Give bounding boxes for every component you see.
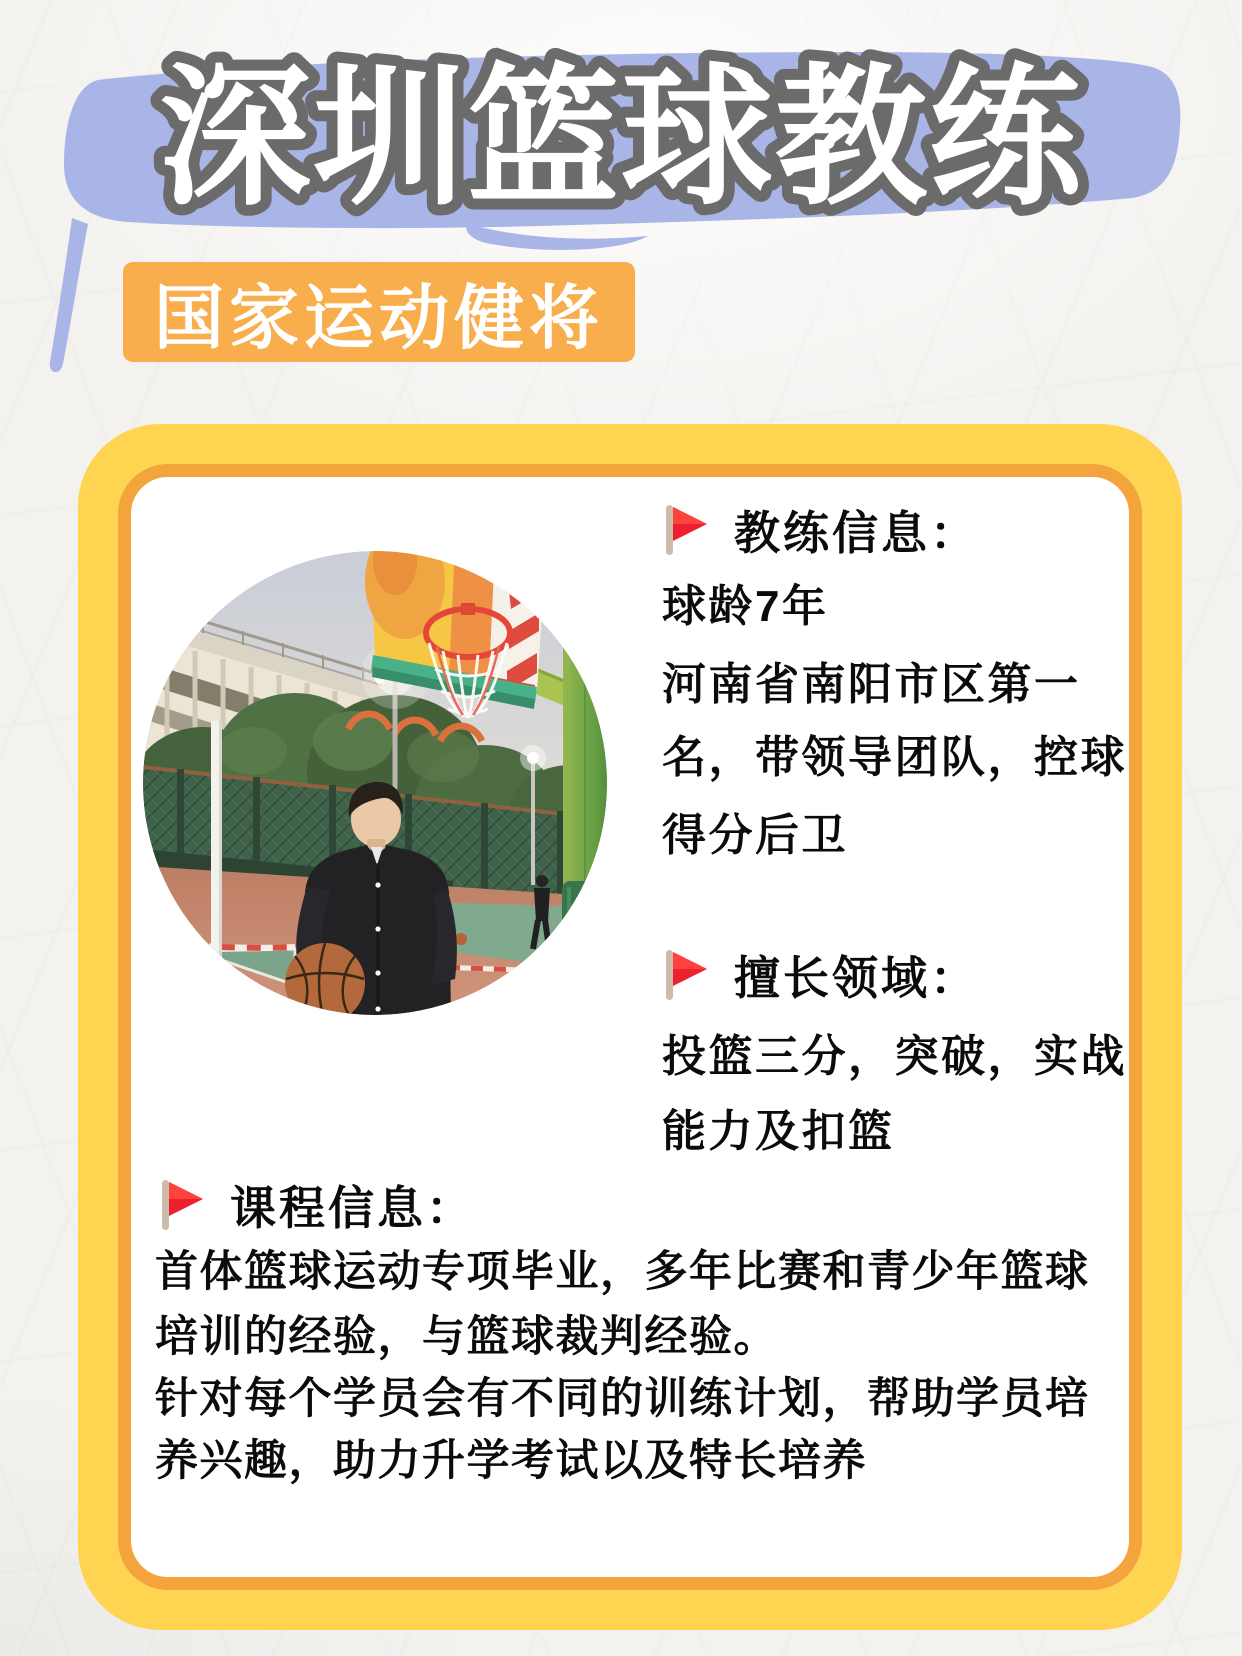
coach-info-line: 球龄7年 [662,582,829,631]
specialty-line: 投篮三分，突破，实战 [662,1032,1127,1081]
section-heading-label: 课程信息： [230,1182,475,1234]
coach-info-line: 得分后卫 [662,811,848,860]
subtitle-badge [123,262,635,362]
coach-info-line: 河南省南阳市区第一 [662,660,1081,709]
course-info-line: 养兴趣，助力升学考试以及特长培养 [155,1437,867,1485]
coach-photo-scene [143,551,607,1015]
course-info-line: 培训的经验，与篮球裁判经验。 [155,1313,778,1361]
coach-info-line: 名，带领导团队，控球 [662,733,1127,782]
poster-title: 深圳篮球教练 [159,53,1083,223]
section-heading-specialty [662,948,979,1002]
section-heading-label: 教练信息： [734,507,979,559]
specialty-line: 能力及扣篮 [662,1107,895,1156]
section-heading-coach-info [662,503,979,557]
coach-photo [143,551,607,1015]
subtitle-badge-label: 国家运动健将 [154,278,604,357]
red-flag-icon [662,503,708,557]
course-info-line: 首体篮球运动专项毕业，多年比赛和青少年篮球 [155,1248,1090,1296]
section-heading-course-info [158,1178,475,1232]
red-flag-icon [662,948,708,1002]
section-heading-label: 擅长领域： [734,952,979,1004]
course-info-line: 针对每个学员会有不同的训练计划，帮助学员培 [155,1375,1090,1423]
red-flag-icon [158,1178,204,1232]
light-wash [143,551,607,1015]
